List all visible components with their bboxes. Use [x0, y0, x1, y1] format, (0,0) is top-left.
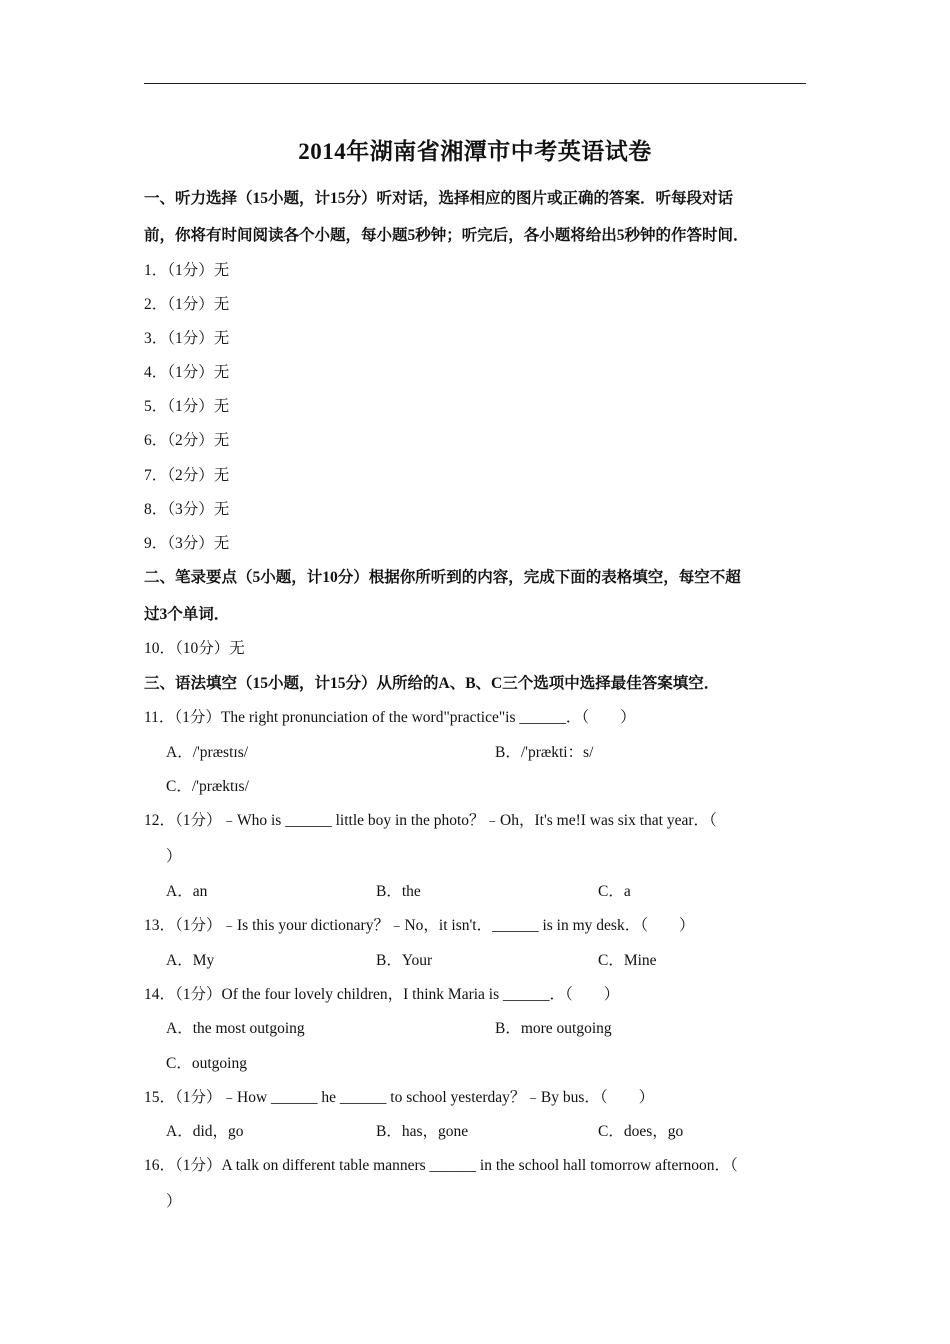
- question-1: 1．（1分）无: [144, 262, 230, 279]
- question-13-option-a: A．My: [166, 952, 215, 969]
- question-9: 9．（3分）无: [144, 535, 230, 552]
- header-rule: [144, 83, 806, 84]
- question-6: 6．（2分）无: [144, 432, 230, 449]
- section1-instructions-line1: 一、听力选择（15小题，计15分）听对话，选择相应的图片或正确的答案．听每段对话: [144, 190, 734, 207]
- section1-instructions-line2: 前，你将有时间阅读各个小题，每小题5秒钟；听完后，各小题将给出5秒钟的作答时间．: [144, 227, 749, 244]
- question-13-option-c: C．Mine: [598, 952, 657, 969]
- question-11-option-b: B．/'prækti：s/: [495, 744, 594, 761]
- section2-instructions-line1: 二、笔录要点（5小题，计10分）根据你所听到的内容，完成下面的表格填空，每空不超: [144, 569, 741, 586]
- question-12-stem: 12．（1分）﹣Who is ______ little boy in the photo？﹣Oh，It's me!I was six that year．（: [144, 812, 717, 829]
- question-15-option-b: B．has，gone: [376, 1123, 469, 1140]
- question-15-stem: 15．（1分）﹣How ______ he ______ to school yesterday？﹣By bus．（ ）: [144, 1089, 655, 1106]
- question-12-stem-continuation: ）: [166, 848, 182, 865]
- question-5: 5．（1分）无: [144, 398, 230, 415]
- question-11-option-a: A．/'præstɪs/: [166, 744, 249, 761]
- question-13-stem: 13．（1分）﹣Is this your dictionary？﹣No，it isn't．______ is in my desk．（ ）: [144, 917, 695, 934]
- question-11-option-c: C．/'præktɪs/: [166, 778, 249, 795]
- question-11-stem: 11．（1分）The right pronunciation of the word"practice"is ______．（ ）: [144, 709, 636, 726]
- section2-instructions-line2: 过3个单词．: [144, 606, 230, 623]
- question-14-option-b: B．more outgoing: [495, 1020, 612, 1037]
- question-16-stem: 16．（1分）A talk on different table manners ______ in the school hall tomorrow afternoon．（: [144, 1157, 738, 1174]
- question-16-stem-continuation: ）: [166, 1193, 182, 1210]
- page-title: 2014年湖南省湘潭市中考英语试卷: [298, 139, 652, 164]
- section3-instructions: 三、语法填空（15小题，计15分）从所给的A、B、C三个选项中选择最佳答案填空．: [144, 675, 720, 692]
- question-8: 8．（3分）无: [144, 501, 230, 518]
- question-10: 10．（10分）无: [144, 640, 245, 657]
- question-12-option-a: A．an: [166, 883, 208, 900]
- question-12-option-c: C．a: [598, 883, 631, 900]
- question-2: 2．（1分）无: [144, 296, 230, 313]
- question-3: 3．（1分）无: [144, 330, 230, 347]
- question-13-option-b: B．Your: [376, 952, 433, 969]
- question-12-option-b: B．the: [376, 883, 421, 900]
- question-7: 7．（2分）无: [144, 467, 230, 484]
- question-14-stem: 14．（1分）Of the four lovely children，I think Maria is ______．（ ）: [144, 986, 620, 1003]
- question-15-option-a: A．did，go: [166, 1123, 244, 1140]
- question-15-option-c: C．does，go: [598, 1123, 684, 1140]
- question-4: 4．（1分）无: [144, 364, 230, 381]
- question-14-option-c: C．outgoing: [166, 1055, 247, 1072]
- question-14-option-a: A．the most outgoing: [166, 1020, 305, 1037]
